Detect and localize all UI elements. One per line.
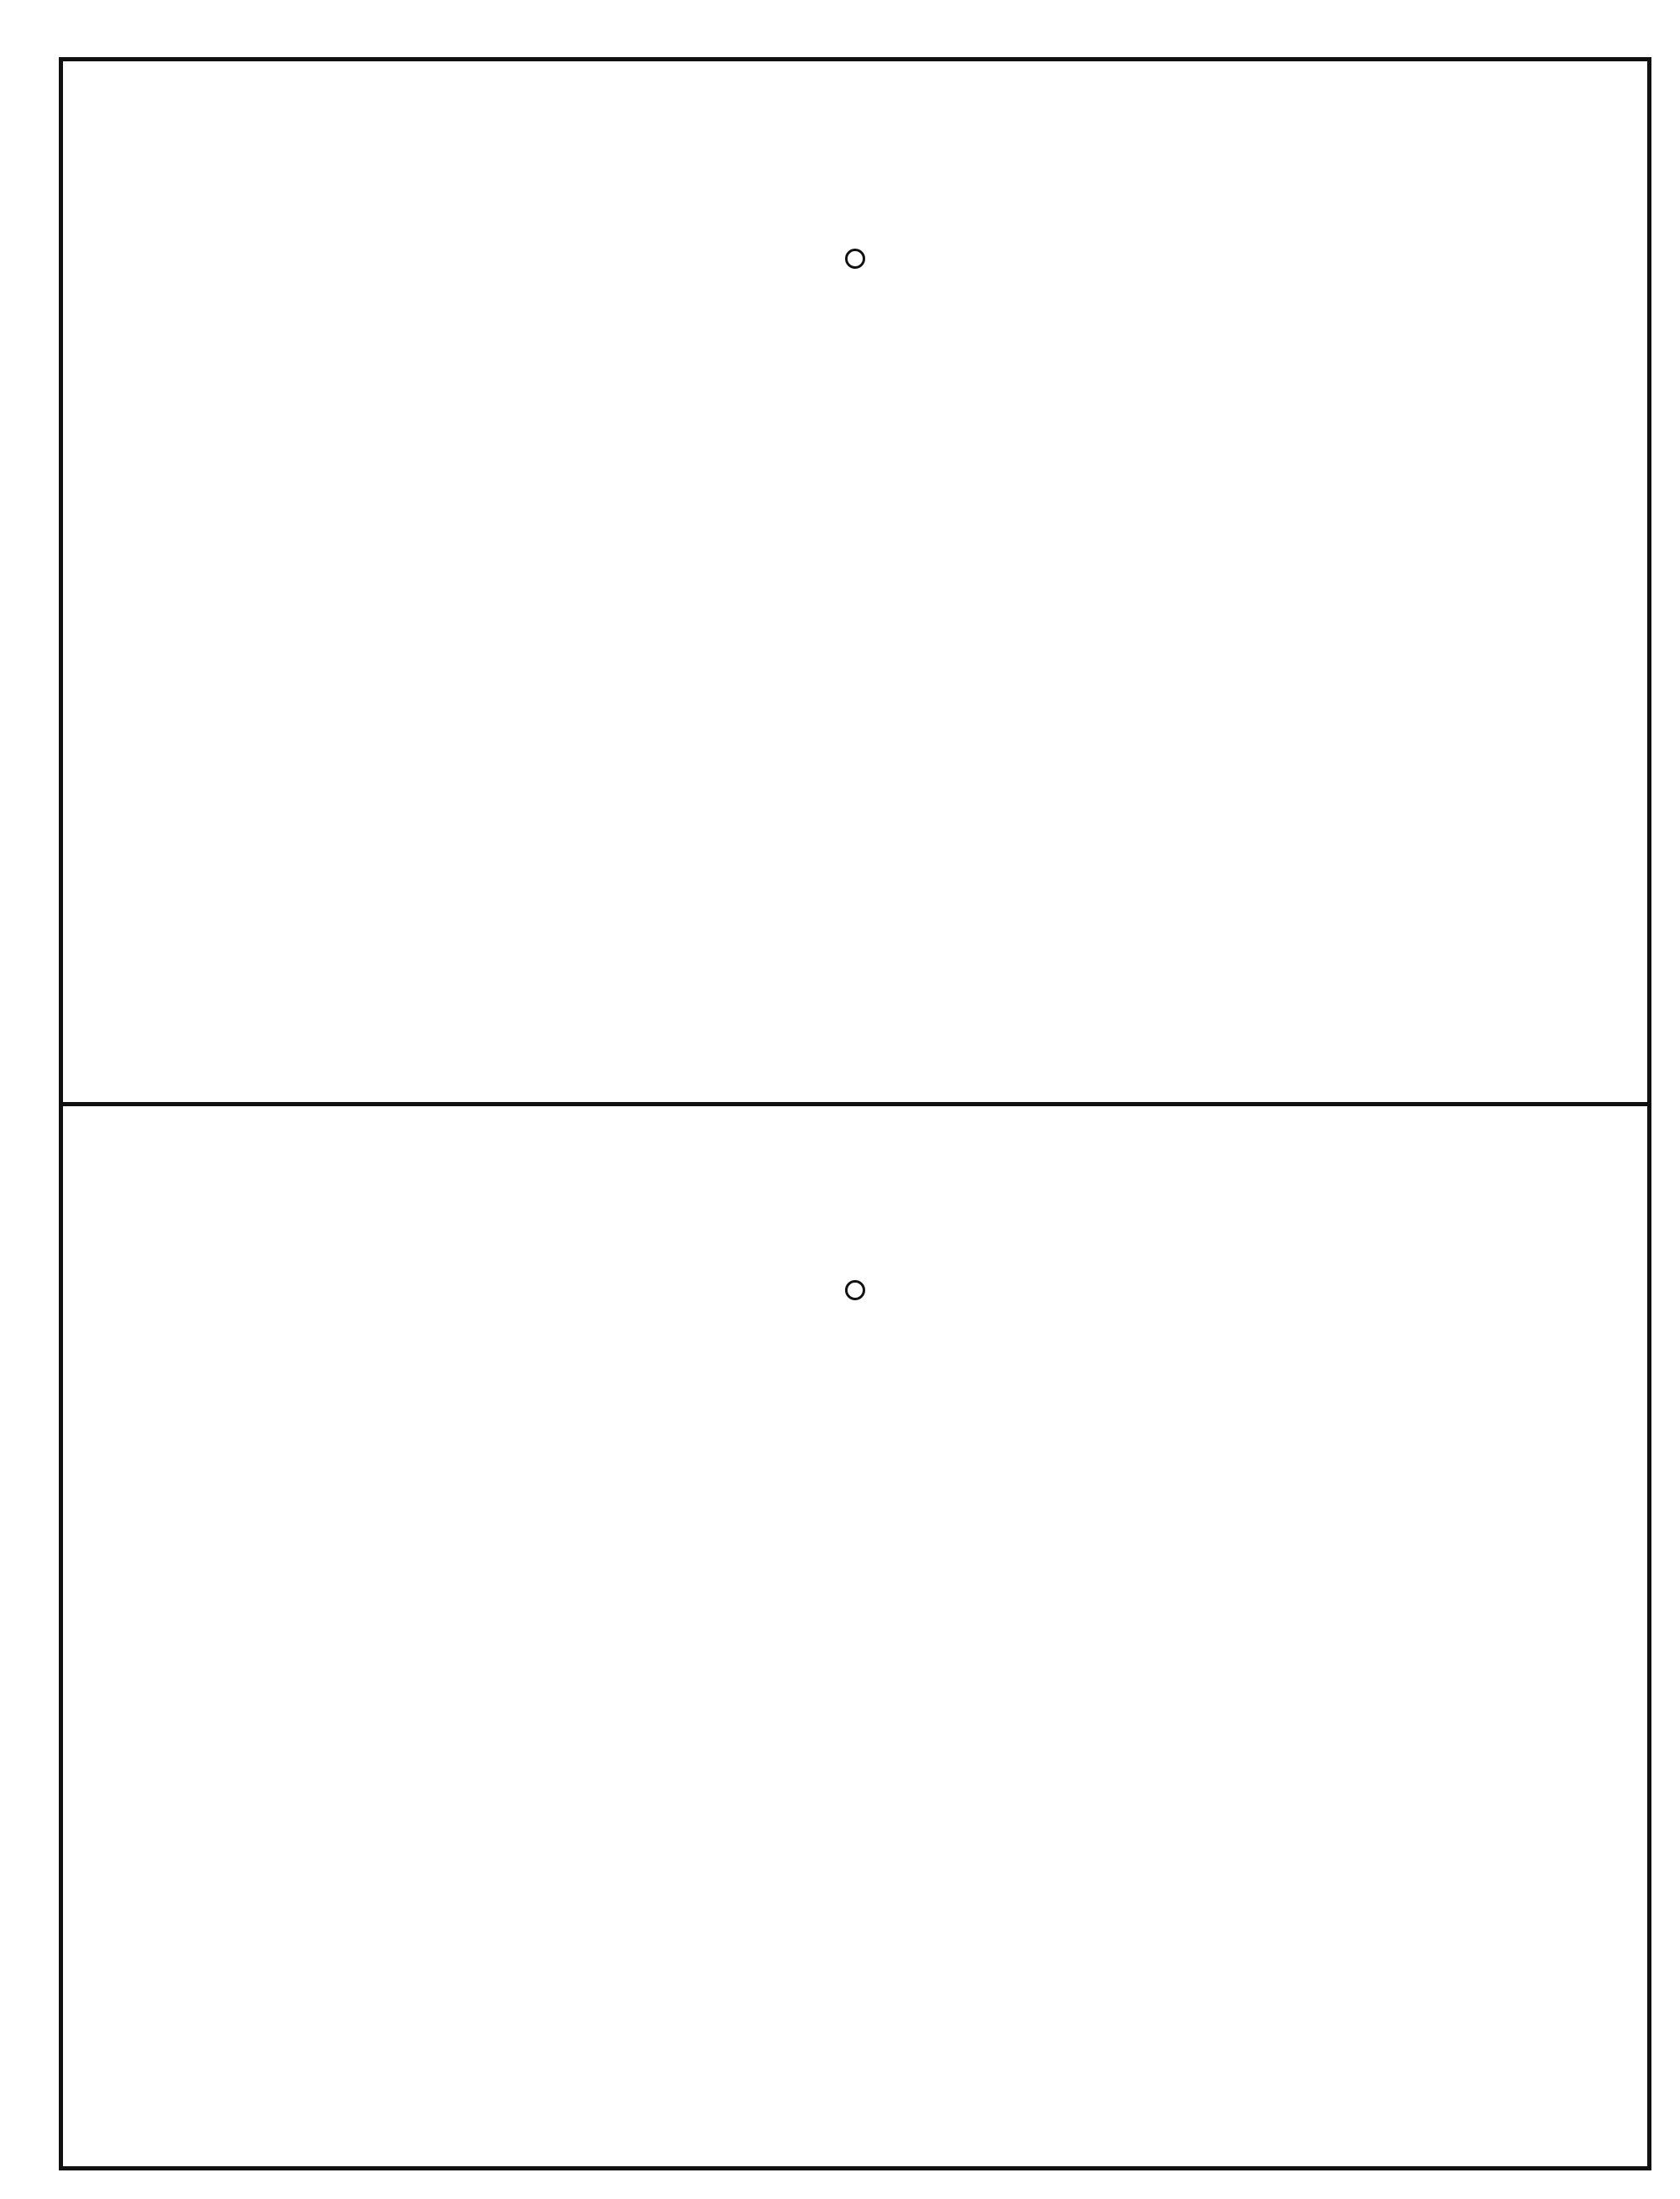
- top-circle-mark: [845, 249, 865, 269]
- page-divider: [59, 1102, 1651, 1106]
- bottom-page-header: [0, 1208, 1680, 1241]
- page-border: [59, 57, 1651, 2170]
- bottom-circle-mark: [845, 1280, 865, 1300]
- top-page-header: [0, 178, 1680, 212]
